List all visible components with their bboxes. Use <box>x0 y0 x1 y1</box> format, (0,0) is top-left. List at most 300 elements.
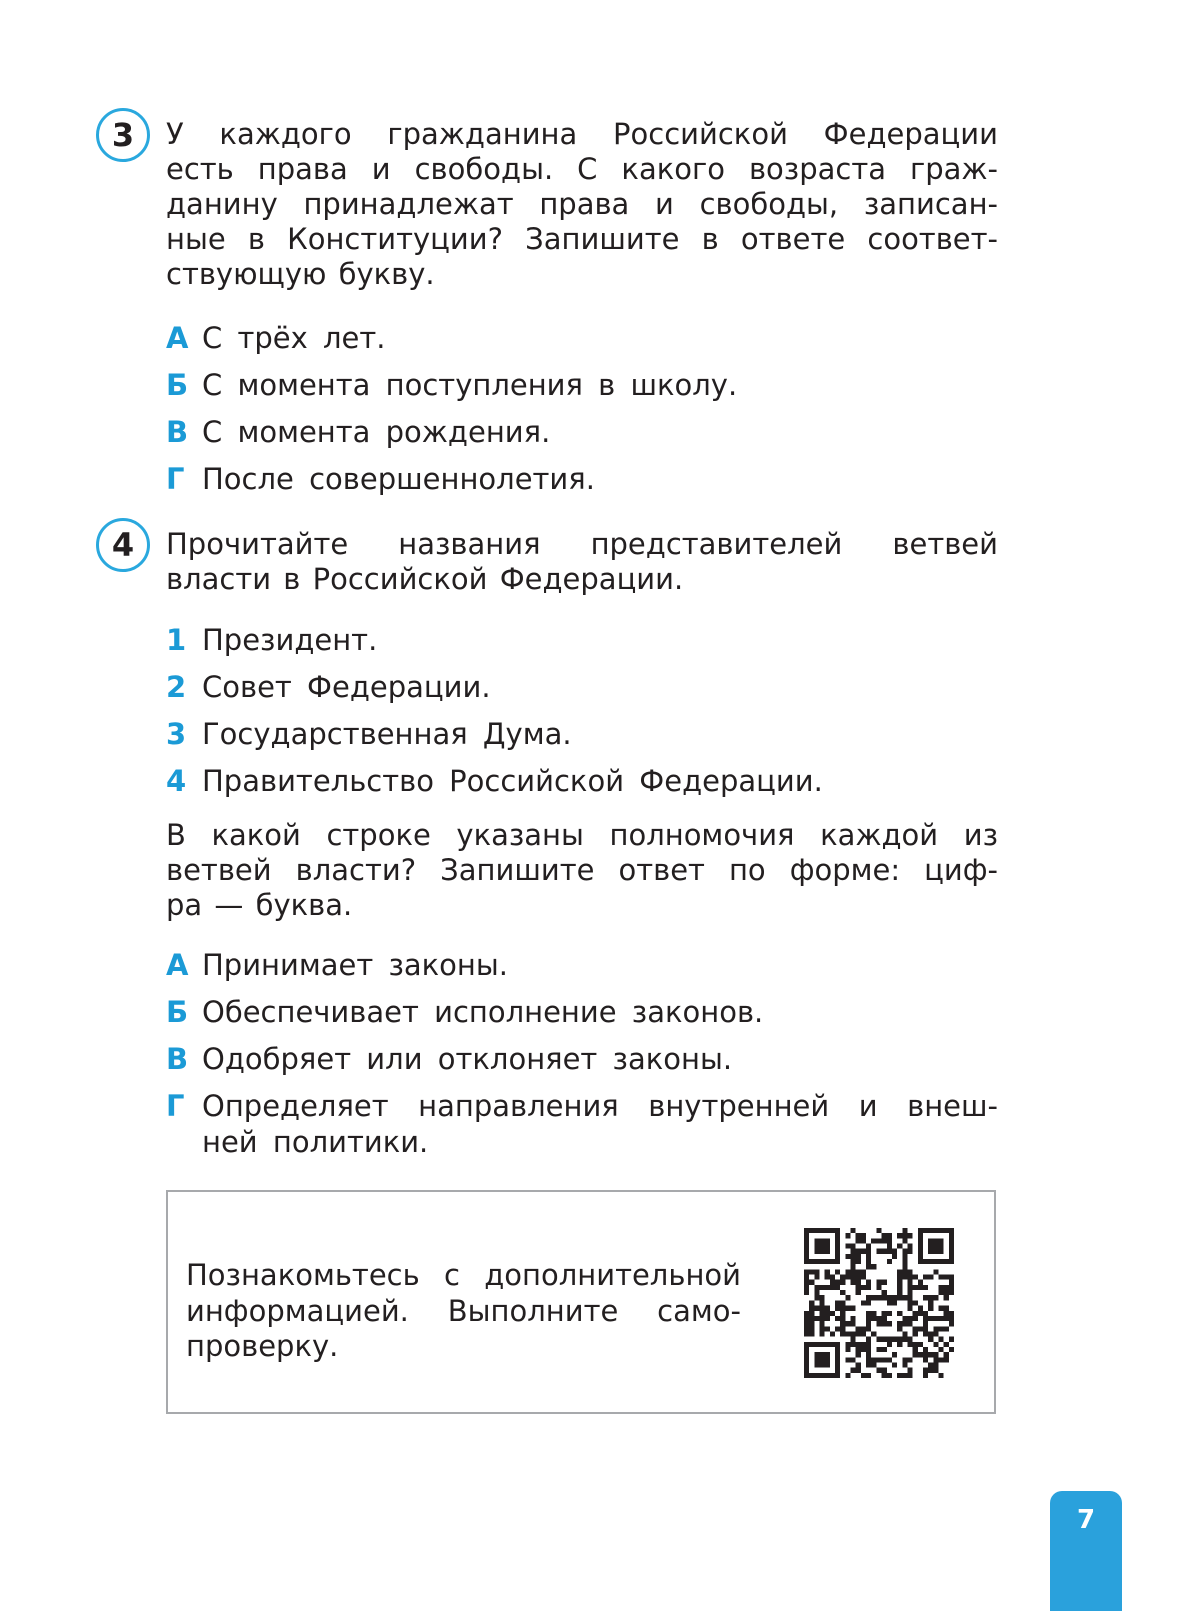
qr-module <box>923 1275 928 1280</box>
qr-module <box>913 1352 918 1357</box>
option-letter: Б <box>166 368 189 402</box>
qr-module <box>882 1373 887 1378</box>
qr-module <box>882 1295 887 1300</box>
qr-module <box>902 1249 907 1254</box>
qr-module <box>882 1368 887 1373</box>
qr-module <box>856 1362 861 1367</box>
qr-module <box>856 1352 861 1357</box>
qr-module <box>861 1373 866 1378</box>
qr-module <box>897 1342 902 1347</box>
page-number: 7 <box>1076 1505 1096 1535</box>
qr-module <box>840 1321 845 1326</box>
qr-module <box>902 1357 907 1362</box>
qr-module <box>902 1264 907 1269</box>
qr-module <box>907 1285 912 1290</box>
qr-module <box>809 1300 814 1305</box>
qr-module <box>820 1285 825 1290</box>
qr-module <box>944 1352 949 1357</box>
qr-module <box>902 1295 907 1300</box>
info-line: проверку. <box>186 1329 339 1363</box>
qr-module <box>851 1321 856 1326</box>
qr-module <box>830 1311 835 1316</box>
qr-module <box>907 1337 912 1342</box>
qr-module <box>923 1285 928 1290</box>
qr-module <box>887 1337 892 1342</box>
qr-module <box>938 1290 943 1295</box>
qr-module <box>845 1233 850 1238</box>
qr-module <box>913 1342 918 1347</box>
qr-module <box>830 1275 835 1280</box>
qr-module <box>902 1259 907 1264</box>
qr-module <box>851 1264 856 1269</box>
qr-module <box>938 1357 943 1362</box>
qr-module <box>933 1269 938 1274</box>
qr-module <box>913 1316 918 1321</box>
qr-module <box>830 1280 835 1285</box>
option-text: С трёх лет. <box>202 321 386 355</box>
item-number: 3 <box>166 717 187 751</box>
qr-module <box>923 1326 928 1331</box>
qr-module <box>876 1357 881 1362</box>
qr-module <box>861 1300 866 1305</box>
qr-module <box>949 1290 954 1295</box>
qr-module <box>820 1321 825 1326</box>
qr-module <box>944 1311 949 1316</box>
qr-module <box>856 1331 861 1336</box>
qr-module <box>938 1373 943 1378</box>
qr-module <box>928 1316 933 1321</box>
qr-module <box>866 1311 871 1316</box>
qr-module <box>923 1357 928 1362</box>
question-line: ветвей власти? Запишите ответ по форме: циф- <box>166 853 998 887</box>
qr-module <box>882 1311 887 1316</box>
qr-module <box>851 1249 856 1254</box>
qr-module <box>887 1321 892 1326</box>
answer-option <box>166 1042 998 1078</box>
qr-module <box>866 1347 871 1352</box>
qr-module <box>861 1238 866 1243</box>
qr-module <box>814 1275 819 1280</box>
qr-module <box>882 1238 887 1243</box>
qr-module <box>809 1321 814 1326</box>
qr-module <box>866 1285 871 1290</box>
qr-module <box>856 1249 861 1254</box>
qr-module <box>866 1249 871 1254</box>
qr-module <box>804 1311 809 1316</box>
qr-module <box>809 1280 814 1285</box>
qr-module <box>949 1337 954 1342</box>
qr-module <box>892 1337 897 1342</box>
qr-module <box>923 1368 928 1373</box>
qr-module <box>804 1275 809 1280</box>
qr-module <box>856 1280 861 1285</box>
qr-module <box>887 1249 892 1254</box>
qr-module <box>882 1347 887 1352</box>
qr-module <box>856 1233 861 1238</box>
qr-module <box>871 1295 876 1300</box>
question-line: У каждого гражданина Российской Федерации <box>166 117 998 151</box>
qr-module <box>907 1233 912 1238</box>
qr-module <box>835 1306 840 1311</box>
qr-module <box>861 1233 866 1238</box>
qr-module <box>944 1357 949 1362</box>
qr-module <box>933 1295 938 1300</box>
qr-module <box>928 1295 933 1300</box>
qr-module <box>825 1285 830 1290</box>
qr-module <box>825 1275 830 1280</box>
qr-module <box>820 1300 825 1305</box>
qr-module <box>907 1368 912 1373</box>
qr-module <box>923 1352 928 1357</box>
qr-module <box>866 1316 871 1321</box>
task-number-badge: 3 <box>96 108 150 162</box>
qr-module <box>876 1321 881 1326</box>
qr-module <box>825 1326 830 1331</box>
qr-module <box>949 1285 954 1290</box>
qr-module <box>804 1316 809 1321</box>
qr-module <box>851 1280 856 1285</box>
qr-module <box>871 1362 876 1367</box>
qr-module <box>851 1254 856 1259</box>
qr-module <box>933 1326 938 1331</box>
qr-module <box>938 1306 943 1311</box>
qr-module <box>882 1337 887 1342</box>
qr-module <box>897 1233 902 1238</box>
qr-module <box>923 1316 928 1321</box>
qr-module <box>825 1269 830 1274</box>
qr-module <box>814 1290 819 1295</box>
qr-module <box>938 1347 943 1352</box>
branch-item <box>166 764 998 800</box>
qr-code-icon[interactable] <box>804 1228 954 1378</box>
qr-module <box>809 1269 814 1274</box>
qr-module <box>928 1275 933 1280</box>
qr-module <box>840 1331 845 1336</box>
qr-module <box>851 1228 856 1233</box>
option-text: С момента рождения. <box>202 415 551 449</box>
item-text: Государственная Дума. <box>202 717 572 751</box>
qr-module <box>820 1306 825 1311</box>
qr-module <box>902 1321 907 1326</box>
qr-module <box>840 1300 845 1305</box>
qr-module <box>835 1280 840 1285</box>
qr-module <box>866 1337 871 1342</box>
qr-module <box>835 1316 840 1321</box>
qr-module <box>830 1285 835 1290</box>
qr-module <box>892 1254 897 1259</box>
qr-module <box>913 1311 918 1316</box>
qr-module <box>913 1300 918 1305</box>
qr-module <box>887 1300 892 1305</box>
item-number: 1 <box>166 623 187 657</box>
qr-module <box>928 1362 933 1367</box>
qr-module <box>804 1290 809 1295</box>
qr-module <box>825 1306 830 1311</box>
qr-module <box>902 1337 907 1342</box>
qr-module <box>835 1300 840 1305</box>
qr-module <box>876 1368 881 1373</box>
qr-module <box>814 1316 819 1321</box>
qr-module <box>918 1342 923 1347</box>
option-text: Одобряет или отклоняет законы. <box>202 1042 733 1076</box>
qr-module <box>902 1254 907 1259</box>
qr-module <box>851 1368 856 1373</box>
qr-module <box>856 1238 861 1243</box>
qr-module <box>882 1290 887 1295</box>
qr-module <box>918 1311 923 1316</box>
qr-module <box>902 1373 907 1378</box>
qr-module <box>887 1357 892 1362</box>
item-text: Президент. <box>202 623 378 657</box>
qr-module <box>866 1357 871 1362</box>
qr-module <box>845 1295 850 1300</box>
qr-module <box>814 1295 819 1300</box>
qr-module <box>918 1352 923 1357</box>
qr-module <box>887 1238 892 1243</box>
qr-module <box>897 1295 902 1300</box>
qr-module <box>923 1311 928 1316</box>
qr-module <box>892 1300 897 1305</box>
question-line: есть права и свободы. С какого возраста граж- <box>166 152 998 186</box>
qr-module <box>840 1280 845 1285</box>
qr-module <box>949 1311 954 1316</box>
qr-module <box>835 1269 840 1274</box>
qr-module <box>866 1280 871 1285</box>
qr-module <box>944 1342 949 1347</box>
qr-module <box>856 1326 861 1331</box>
qr-module <box>876 1228 881 1233</box>
qr-module <box>866 1352 871 1357</box>
question-line: В какой строке указаны полномочия каждой из <box>166 818 998 852</box>
qr-module <box>923 1373 928 1378</box>
qr-module <box>892 1362 897 1367</box>
qr-module <box>814 1269 819 1274</box>
qr-module <box>809 1326 814 1331</box>
qr-module <box>856 1342 861 1347</box>
qr-module <box>851 1259 856 1264</box>
qr-module <box>938 1326 943 1331</box>
qr-module <box>913 1331 918 1336</box>
qr-module <box>820 1331 825 1336</box>
qr-module <box>840 1326 845 1331</box>
qr-module <box>897 1373 902 1378</box>
qr-module <box>882 1357 887 1362</box>
qr-module <box>814 1285 819 1290</box>
item-text: Совет Федерации. <box>202 670 491 704</box>
qr-module <box>887 1233 892 1238</box>
qr-module <box>809 1316 814 1321</box>
answer-option <box>166 415 998 451</box>
option-letter: А <box>166 948 189 982</box>
qr-module <box>923 1295 928 1300</box>
qr-module <box>851 1337 856 1342</box>
qr-module <box>928 1331 933 1336</box>
qr-module <box>918 1306 923 1311</box>
qr-module <box>876 1295 881 1300</box>
qr-module <box>902 1233 907 1238</box>
qr-module <box>809 1306 814 1311</box>
qr-module <box>851 1275 856 1280</box>
qr-module <box>892 1352 897 1357</box>
qr-module <box>825 1311 830 1316</box>
qr-module <box>804 1326 809 1331</box>
qr-module <box>845 1347 850 1352</box>
qr-module <box>845 1342 850 1347</box>
item-text: Правительство Российской Федерации. <box>202 764 823 798</box>
qr-module <box>845 1244 850 1249</box>
qr-module <box>851 1244 856 1249</box>
qr-module <box>866 1259 871 1264</box>
qr-module <box>804 1269 809 1274</box>
qr-module <box>856 1347 861 1352</box>
question-line: данину принадлежат права и свободы, записан- <box>166 187 998 221</box>
intro-line: власти в Российской Федерации. <box>166 562 684 596</box>
qr-module <box>913 1347 918 1352</box>
qr-module <box>897 1337 902 1342</box>
qr-module <box>887 1311 892 1316</box>
qr-module <box>933 1362 938 1367</box>
qr-module <box>913 1285 918 1290</box>
option-text: С момента поступления в школу. <box>202 368 738 402</box>
qr-module <box>923 1347 928 1352</box>
qr-module <box>851 1357 856 1362</box>
option-letter: В <box>166 1042 189 1076</box>
page-number-tab <box>1050 1491 1122 1611</box>
qr-module <box>897 1275 902 1280</box>
qr-module <box>913 1326 918 1331</box>
qr-module <box>949 1280 954 1285</box>
qr-module <box>938 1337 943 1342</box>
qr-module <box>907 1321 912 1326</box>
qr-module <box>876 1238 881 1243</box>
option-letter: Г <box>166 462 185 496</box>
qr-module <box>856 1275 861 1280</box>
qr-module <box>923 1321 928 1326</box>
qr-module <box>820 1311 825 1316</box>
qr-module <box>871 1238 876 1243</box>
qr-module <box>840 1290 845 1295</box>
qr-module <box>902 1331 907 1336</box>
qr-module <box>907 1342 912 1347</box>
qr-module <box>902 1238 907 1243</box>
qr-module <box>907 1373 912 1378</box>
task-number-badge: 4 <box>96 518 150 572</box>
qr-module <box>944 1275 949 1280</box>
qr-module <box>876 1337 881 1342</box>
qr-module <box>902 1269 907 1274</box>
question-line: ные в Конституции? Запишите в ответе соответ- <box>166 222 998 256</box>
option-letter: А <box>166 321 189 355</box>
qr-module <box>876 1280 881 1285</box>
option-letter: Б <box>166 995 189 1029</box>
qr-module <box>845 1306 850 1311</box>
info-line: Познакомьтесь с дополнительной <box>186 1258 741 1292</box>
qr-module <box>866 1244 871 1249</box>
qr-module <box>938 1285 943 1290</box>
info-text <box>186 1258 741 1365</box>
qr-module <box>840 1316 845 1321</box>
qr-module <box>871 1316 876 1321</box>
qr-module <box>918 1326 923 1331</box>
qr-module <box>907 1269 912 1274</box>
qr-module <box>907 1290 912 1295</box>
qr-module <box>840 1275 845 1280</box>
qr-module <box>856 1254 861 1259</box>
qr-module <box>851 1316 856 1321</box>
qr-module <box>876 1249 881 1254</box>
option-text-line: Определяет направления внутренней и внеш- <box>202 1089 998 1123</box>
qr-module <box>876 1347 881 1352</box>
option-letter: В <box>166 415 189 449</box>
qr-module <box>866 1362 871 1367</box>
qr-module <box>856 1259 861 1264</box>
answer-option <box>166 462 998 498</box>
qr-module <box>933 1357 938 1362</box>
qr-module <box>907 1295 912 1300</box>
qr-module <box>866 1373 871 1378</box>
qr-module <box>861 1275 866 1280</box>
qr-module <box>840 1311 845 1316</box>
qr-module <box>871 1264 876 1269</box>
option-text: Обеспечивает исполнение законов. <box>202 995 764 1029</box>
qr-module <box>902 1228 907 1233</box>
qr-module <box>856 1368 861 1373</box>
qr-module <box>928 1337 933 1342</box>
qr-module <box>897 1326 902 1331</box>
qr-module <box>809 1331 814 1336</box>
qr-module <box>882 1316 887 1321</box>
qr-module <box>861 1326 866 1331</box>
qr-module <box>897 1311 902 1316</box>
qr-module <box>866 1254 871 1259</box>
qr-module <box>907 1249 912 1254</box>
qr-module <box>845 1275 850 1280</box>
qr-module <box>845 1357 850 1362</box>
question-line: ра — буква. <box>166 888 353 922</box>
qr-module <box>887 1295 892 1300</box>
qr-module <box>933 1316 938 1321</box>
question-line: ствующую букву. <box>166 257 435 291</box>
qr-module <box>944 1316 949 1321</box>
qr-module <box>845 1269 850 1274</box>
qr-module <box>907 1316 912 1321</box>
qr-module <box>856 1290 861 1295</box>
qr-module <box>851 1331 856 1336</box>
qr-module <box>897 1244 902 1249</box>
qr-module <box>918 1280 923 1285</box>
qr-module <box>938 1275 943 1280</box>
qr-module <box>871 1331 876 1336</box>
qr-module <box>882 1321 887 1326</box>
answer-option <box>166 1089 998 1160</box>
qr-module <box>907 1300 912 1305</box>
qr-module <box>907 1306 912 1311</box>
qr-module <box>876 1285 881 1290</box>
qr-module <box>944 1326 949 1331</box>
option-text: Принимает законы. <box>202 948 508 982</box>
branch-item <box>166 670 998 706</box>
qr-module <box>892 1295 897 1300</box>
qr-module <box>866 1326 871 1331</box>
qr-module <box>897 1285 902 1290</box>
option-text-line: ней политики. <box>202 1124 429 1159</box>
qr-module <box>804 1280 809 1285</box>
qr-module <box>856 1285 861 1290</box>
qr-module <box>845 1254 850 1259</box>
qr-module <box>835 1326 840 1331</box>
qr-module <box>861 1285 866 1290</box>
option-text <box>202 1089 998 1160</box>
